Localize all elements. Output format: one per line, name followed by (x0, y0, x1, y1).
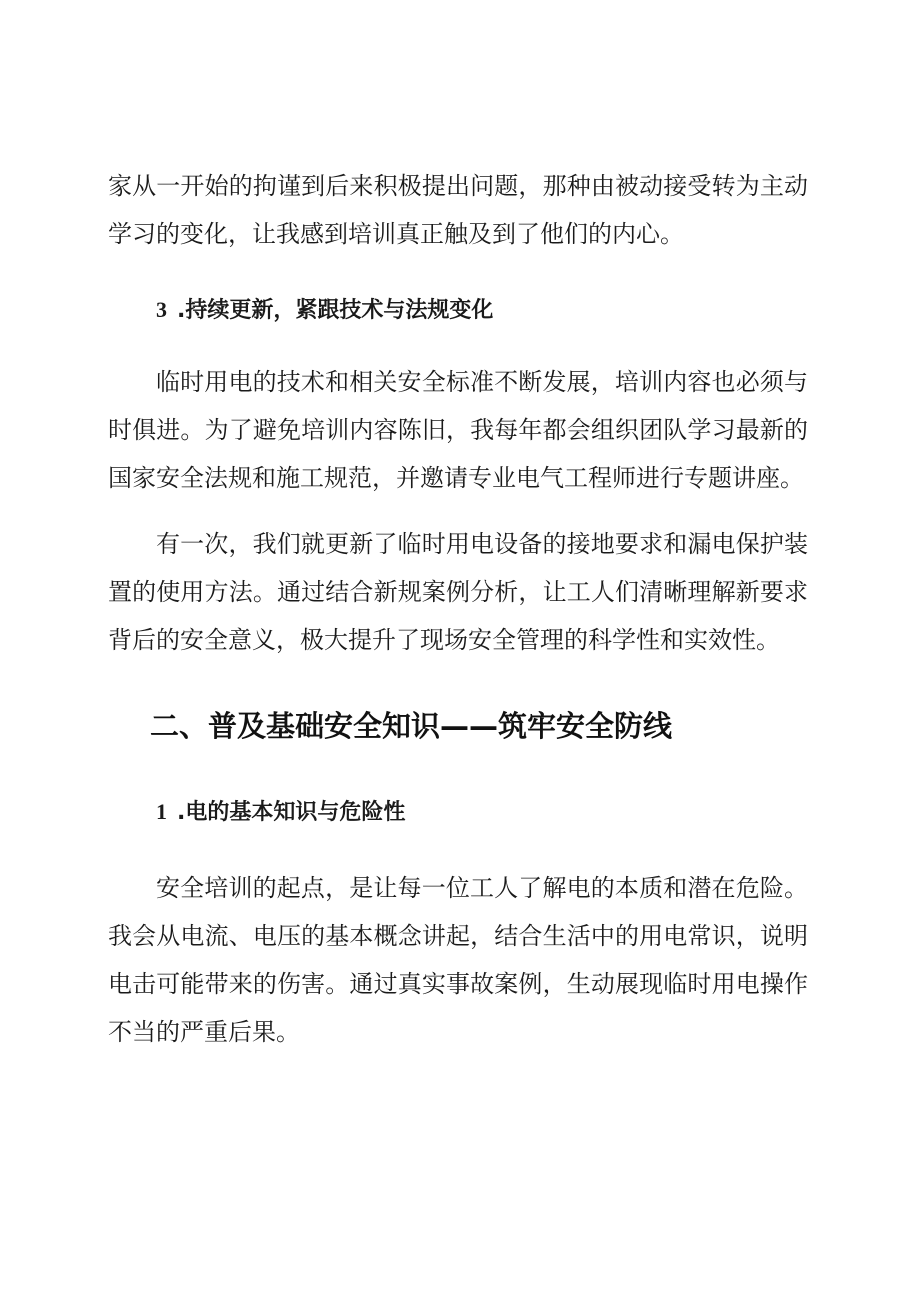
subheading-electric-basics (156, 796, 405, 829)
subheading-continuous-update (156, 294, 493, 327)
subheading-number: 3 (156, 297, 167, 322)
subheading-number: 1 (156, 799, 167, 824)
section-heading-two: 二、普及基础安全知识——筑牢安全防线 (150, 709, 673, 743)
paragraph-update-standards: 临时用电的技术和相关安全标准不断发展，培训内容也必须与时俱进。为了避免培训内容陈旧，我每年都会组织团队学习最新的国家安全法规和施工规范，并邀请专业电气工程师进行专题讲座。 (108, 368, 808, 492)
subheading-text: .持续更新，紧跟技术与法规变化 (177, 298, 494, 323)
paragraph-update-example: 有一次，我们就更新了临时用电设备的接地要求和漏电保护装置的使用方法。通过结合新规案例分析，让工人们清晰理解新要求背后的安全意义，极大提升了现场安全管理的科学性和实效性。 (108, 530, 808, 654)
subheading-text: .电的基本知识与危险性 (177, 800, 406, 825)
paragraph-electric-basics: 安全培训的起点，是让每一位工人了解电的本质和潜在危险。我会从电流、电压的基本概念讲起，结合生活中的用电常识，说明电击可能带来的伤害。通过真实事故案例，生动展现临时用电操作不当的严重后果。 (108, 874, 808, 1046)
paragraph-continued: 家从一开始的拘谨到后来积极提出问题，那种由被动接受转为主动学习的变化，让我感到培训真正触及到了他们的内心。 (108, 172, 808, 248)
